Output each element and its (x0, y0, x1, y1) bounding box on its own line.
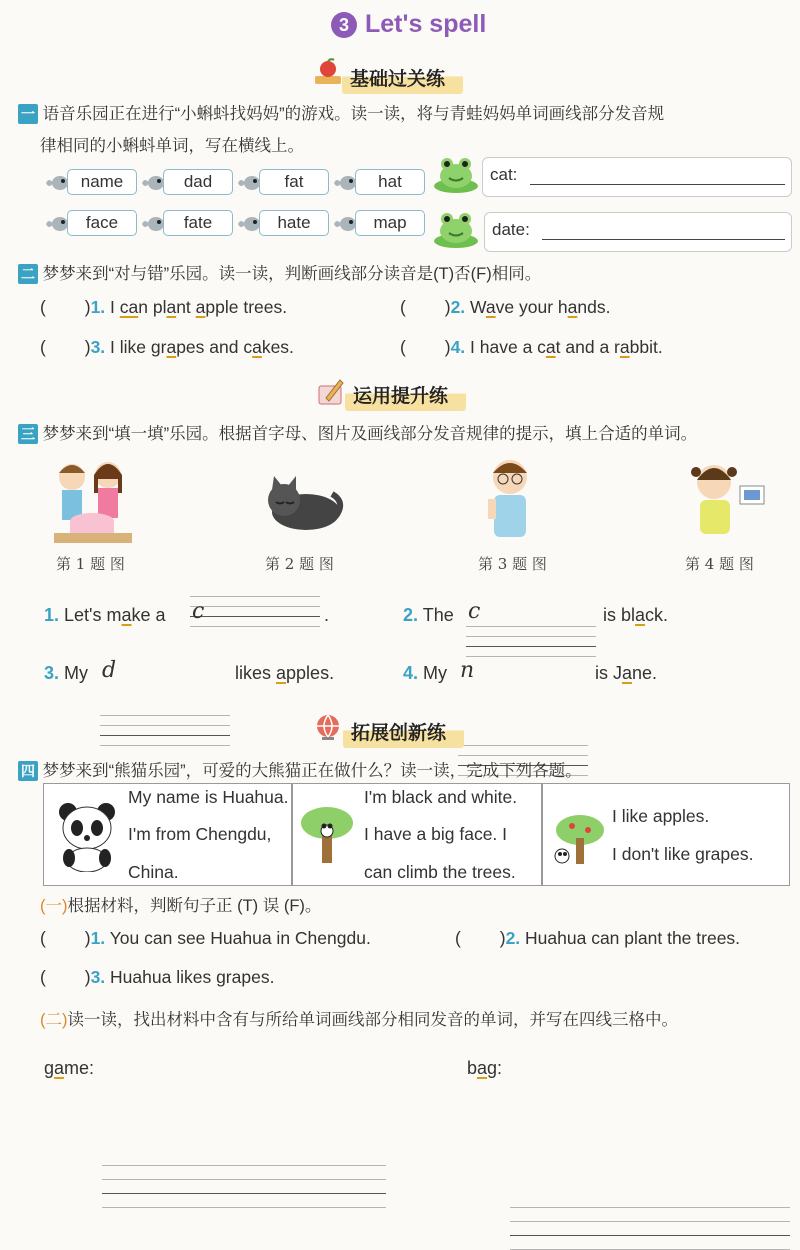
panel1-line3: China. (128, 862, 179, 882)
q4-tf-2-text: Huahua can plant the trees. (520, 928, 741, 948)
q3-item-3-text-c: pples. (286, 663, 335, 683)
q3-item-1-number: 1. (44, 605, 60, 625)
q2-underlined: a (545, 337, 556, 357)
hint-letter-4: n (460, 658, 475, 683)
answer-paren[interactable]: ( ) (455, 928, 506, 948)
answer-paren[interactable]: ( ) (400, 337, 451, 357)
q2-text: t and a r (555, 337, 620, 357)
unit-number-badge: 3 (331, 12, 357, 38)
panel3-line2: I don't like grapes. (612, 844, 754, 864)
q2-text: bbit. (629, 337, 663, 357)
caption-picture-1: 第 1 题 图 (56, 555, 125, 573)
q3-item-4-underlined: a (622, 663, 633, 683)
q3-instruction (18, 420, 697, 448)
q2-instruction (18, 260, 541, 288)
panda-icon (54, 800, 120, 877)
q3-item-3-text-a: My (64, 663, 89, 683)
q2-item-number: 1. (90, 297, 106, 317)
q4-part1-text: 根据材料，判断句子正 (T) 误 (F)。 (67, 897, 322, 915)
q3-item-4-number: 4. (403, 663, 419, 683)
q3-item-2-text-a: The (422, 605, 454, 625)
q3-item-1-text-b: ke a (131, 605, 166, 625)
q3-item-2-underlined: a (635, 605, 646, 625)
q2-underlined: ca (119, 297, 139, 317)
panel2-line3: can climb the trees. (364, 862, 516, 882)
q3-item-1-text-a: Let's m (64, 605, 122, 625)
frog-icon (432, 207, 480, 254)
four-line-grid-game[interactable] (102, 1165, 386, 1207)
apple-tree-panda-icon (548, 812, 606, 871)
caption-picture-2: 第 2 题 图 (265, 555, 334, 573)
q3-item-3-underlined: a (276, 663, 287, 683)
q4-text: 梦梦来到“熊猫乐园”，可爱的大熊猫正在做什么？读一读，完成下列各题。 (42, 762, 582, 780)
four-line-grid-1[interactable] (190, 596, 320, 626)
picture-kids-making-cake (44, 455, 134, 550)
q2-text: nt (176, 297, 196, 317)
pencil-book-icon (316, 376, 346, 411)
q2-text: I have a c (465, 337, 546, 357)
word-bag-b: g: (487, 1058, 503, 1078)
tadpole-icon (141, 216, 165, 237)
panel3-line1: I like apples. (612, 806, 710, 826)
q2-underlined: a (252, 337, 262, 357)
q2-underlined: a (166, 297, 177, 317)
q2-underlined: a (166, 337, 177, 357)
tadpole-row-2 (45, 210, 435, 238)
q3-item-4 (403, 663, 447, 684)
unit-title: Let's spell (365, 10, 487, 38)
q3-item-3-number: 3. (44, 663, 60, 683)
q2-underlined: a (567, 297, 578, 317)
q1-number: 一 (18, 104, 38, 124)
q2-item-1 (40, 297, 287, 318)
q4-part2-text: 读一读，找出材料中含有与所给单词画线部分相同发音的单词，并写在四线三格中。 (67, 1011, 678, 1029)
q3-number: 三 (18, 424, 38, 444)
q2-item-4 (400, 337, 663, 358)
q2-item-3 (40, 337, 294, 358)
word-bag-underlined: a (477, 1058, 488, 1078)
globe-icon (313, 713, 343, 746)
section-title-basic: 基础过关练 (342, 62, 463, 94)
hint-letter-2: c (468, 599, 481, 624)
panel1-line2: I'm from Chengdu, (128, 824, 272, 844)
tadpole-word: fat (259, 169, 329, 195)
caption-picture-3: 第 3 题 图 (478, 555, 547, 573)
answer-paren[interactable]: ( ) (40, 967, 91, 987)
caption-picture-4: 第 4 题 图 (685, 555, 754, 573)
q3-item-2-text-c: ck. (645, 605, 669, 625)
four-line-grid-2[interactable] (466, 626, 596, 656)
answer-label-date: date: (492, 220, 530, 239)
q2-text: ve your h (495, 297, 568, 317)
q3-item-4-text-b: is J (595, 663, 622, 683)
answer-paren[interactable]: ( ) (40, 337, 91, 357)
tadpole-icon (237, 175, 261, 196)
q4-tf-1-text: You can see Huahua in Chengdu. (105, 928, 371, 948)
q3-item-2-tail (603, 605, 668, 626)
word-game-label (44, 1058, 94, 1079)
q2-text: I (105, 297, 120, 317)
panel2-line1: I'm black and white. (364, 787, 518, 807)
q3-item-1-period: . (324, 605, 330, 625)
q4-number: 四 (18, 761, 38, 781)
q3-item-4-text-c: ne. (632, 663, 658, 683)
q2-item-number: 4. (450, 337, 466, 357)
four-line-grid-3[interactable] (100, 715, 230, 745)
q3-item-2 (403, 605, 454, 626)
picture-girl-with-photo (682, 458, 772, 543)
q3-text: 梦梦来到“填一填”乐园。根据首字母、图片及画线部分发音规律的提示，填上合适的单词。 (42, 425, 698, 443)
q2-item-number: 3. (90, 337, 106, 357)
q2-text: pes and c (176, 337, 253, 357)
tadpole-icon (45, 175, 69, 196)
q3-item-1-underlined: a (121, 605, 132, 625)
q2-underlined: a (619, 337, 630, 357)
q4-tf-2-number: 2. (505, 928, 521, 948)
q2-text: nds. (577, 297, 611, 317)
tadpole-icon (237, 216, 261, 237)
q2-item-2 (400, 297, 610, 318)
tadpole-icon (141, 175, 165, 196)
tree-panda-icon (298, 805, 356, 870)
q2-text: n pl (138, 297, 167, 317)
q3-item-1 (44, 605, 166, 626)
q4-part1-label: (一) (40, 897, 68, 915)
q3-item-4-tail (595, 663, 657, 684)
q3-item-2-text-b: is bl (603, 605, 636, 625)
section-title-apply: 运用提升练 (345, 379, 466, 411)
answer-box-cat (482, 157, 792, 197)
tadpole-icon (333, 175, 357, 196)
q4-tf-1-number: 1. (90, 928, 106, 948)
q4-tf-3-text: Huahua likes grapes. (105, 967, 275, 987)
q3-item-3-tail (235, 663, 334, 684)
q2-underlined: a (485, 297, 496, 317)
hint-letter-3: d (102, 658, 117, 683)
answer-paren[interactable]: ( ) (40, 928, 91, 948)
tadpole-word: hat (355, 169, 425, 195)
q2-text: I like gr (105, 337, 167, 357)
word-game-underlined: a (54, 1058, 65, 1078)
q2-item-number: 2. (450, 297, 466, 317)
q4-tf-3-number: 3. (90, 967, 106, 987)
q3-item-4-text-a: My (423, 663, 448, 683)
q4-tf-3 (40, 967, 274, 988)
answer-box-date (484, 212, 792, 252)
tadpole-word: face (67, 210, 137, 236)
q4-tf-1 (40, 928, 371, 949)
q4-part2-instruction (40, 1006, 678, 1030)
tadpole-word: dad (163, 169, 233, 195)
q2-number: 二 (18, 264, 38, 284)
q3-item-2-number: 2. (403, 605, 419, 625)
q2-text: W (465, 297, 486, 317)
q2-text: kes. (261, 337, 294, 357)
tadpole-word: fate (163, 210, 233, 236)
q3-item-3-text-b: likes (235, 663, 277, 683)
section-title-extend: 拓展创新练 (343, 716, 464, 748)
answer-paren[interactable]: ( ) (400, 297, 451, 317)
q2-underlined: a (195, 297, 206, 317)
tadpole-icon (45, 216, 69, 237)
tadpole-row-1 (45, 169, 435, 197)
q1-text-line2: 律相同的小蝌蚪单词，写在横线上。 (40, 137, 304, 155)
picture-boy-with-glasses (480, 455, 540, 550)
word-bag-label (467, 1058, 502, 1079)
panel1-line1: My name is Huahua. (128, 787, 289, 807)
four-line-grid-bag[interactable] (510, 1207, 790, 1249)
frog-icon (432, 152, 480, 199)
panel2-line2: I have a big face. I (364, 824, 508, 844)
answer-line-cat[interactable] (530, 184, 785, 185)
q4-tf-2 (455, 928, 740, 949)
word-game-b: me: (64, 1058, 95, 1078)
q1-instruction (18, 100, 793, 128)
q4-part1-instruction (40, 892, 321, 916)
answer-line-date[interactable] (542, 239, 785, 240)
tadpole-icon (333, 216, 357, 237)
word-bag-a: b (467, 1058, 478, 1078)
q2-text: pple trees. (205, 297, 288, 317)
q1-text-line1: 语音乐园正在进行“小蝌蚪找妈妈”的游戏。读一读，将与青蛙妈妈单词画线部分发音规 (42, 105, 665, 123)
q4-part2-label: (二) (40, 1011, 68, 1029)
hint-letter-1: c (192, 599, 205, 624)
answer-paren[interactable]: ( ) (40, 297, 91, 317)
tadpole-word: name (67, 169, 137, 195)
q3-item-3 (44, 663, 88, 684)
q2-text: 梦梦来到“对与错”乐园。读一读，判断画线部分读音是(T)否(F)相同。 (42, 265, 542, 283)
word-game-a: g (44, 1058, 55, 1078)
answer-label-cat: cat: (490, 165, 518, 184)
tadpole-word: hate (259, 210, 329, 236)
apple-book-icon (313, 58, 343, 91)
picture-black-cat (256, 464, 346, 539)
tadpole-word: map (355, 210, 425, 236)
